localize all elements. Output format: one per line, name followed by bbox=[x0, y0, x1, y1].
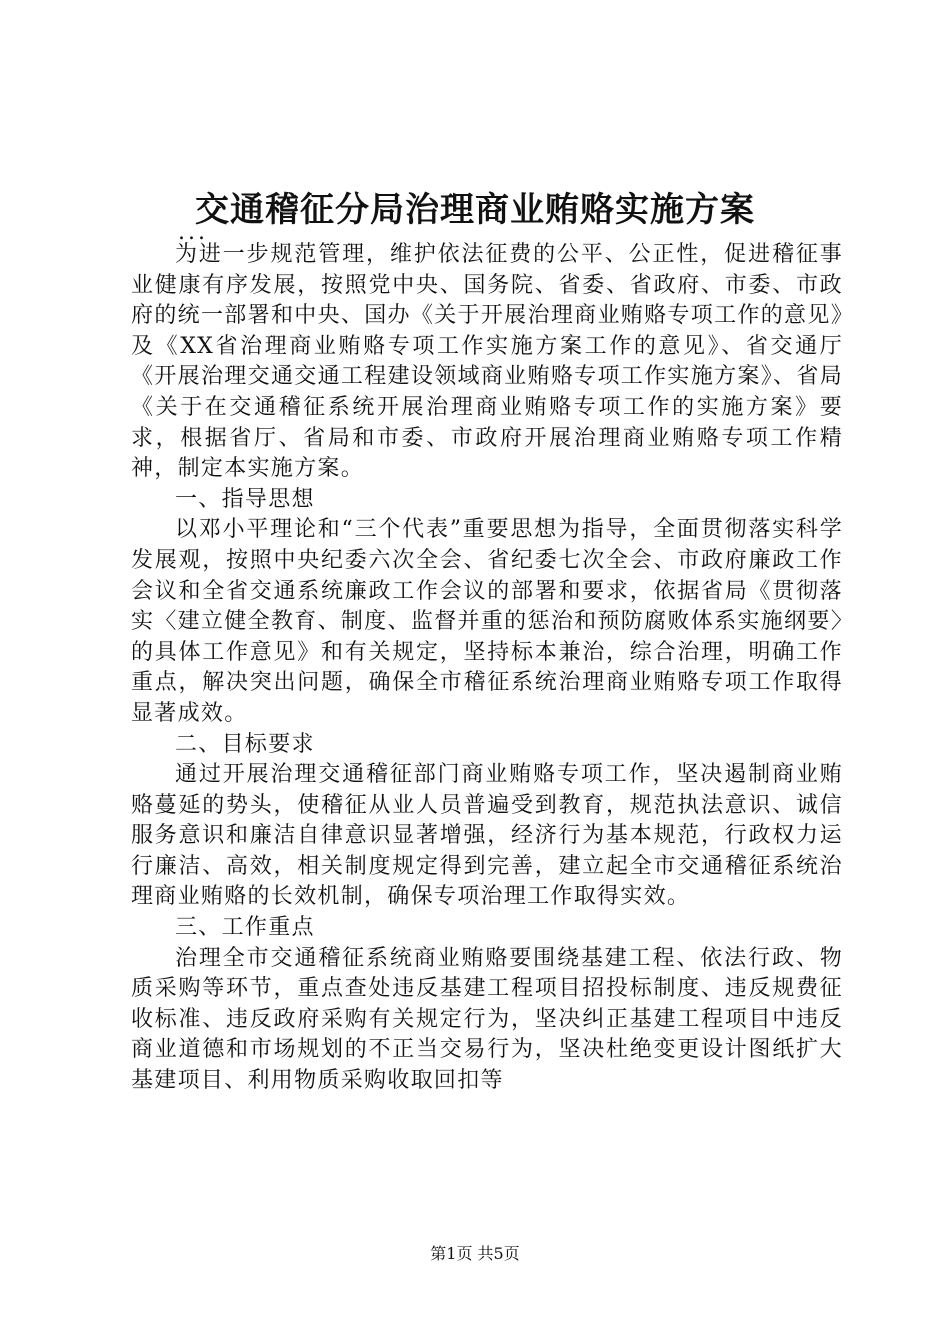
section-paragraph-guiding-ideology: 以邓小平理论和“三个代表”重要思想为指导，全面贯彻落实科学发展观，按照中央纪委六次全会、省纪委七次全会、市政府廉政工作会议和全省交通系统廉政工作会议的部署和要求，依据省局《贯彻落实〈建立健全教育、制度、监督并重的惩治和预防腐败体系实施纲要〉的具体工作意见》和有关规定，坚持标本兼治，综合治理，明确工作重点，解决突出问题，确保全市稽征系统治理商业贿赂专项工作取得显著成效。 bbox=[131, 517, 843, 726]
section-paragraph-goals: 通过开展治理交通稽征部门商业贿赂专项工作，坚决遏制商业贿赂蔓延的势头，使稽征从业人员普遍受到教育，规范执法意识、诚信服务意识和廉洁自律意识显著增强，经济行为基本规范，行政权力运行廉洁、高效，相关制度规定得到完善，建立起全市交通稽征系统治理商业贿赂的长效机制，确保专项治理工作取得实效。 bbox=[131, 762, 843, 910]
document-title: 交通稽征分局治理商业贿赂实施方案 bbox=[195, 190, 755, 230]
section-heading-guiding-ideology: 一、指导思想 bbox=[175, 486, 315, 512]
document-body bbox=[131, 240, 843, 1097]
section-heading-key-work: 三、工作重点 bbox=[175, 915, 315, 941]
ellipsis-marker: ... bbox=[178, 220, 208, 245]
section-paragraph-key-work: 治理全市交通稽征系统商业贿赂要围绕基建工程、依法行政、物质采购等环节，重点查处违反基建工程项目招投标制度、违反规费征收标准、违反政府采购有关规定行为，坚决纠正基建工程项目中违反商业道德和市场规划的不正当交易行为，坚决杜绝变更设计图纸扩大基建项目、利用物质采购收取回扣等 bbox=[131, 945, 843, 1094]
page-footer: 第1页 共5页 bbox=[430, 1244, 520, 1263]
intro-paragraph: 为进一步规范管理，维护依法征费的公平、公正性，促进稽征事业健康有序发展，按照党中央、国务院、省委、省政府、市委、市政府的统一部署和中央、国办《关于开展治理商业贿赂专项工作的意见》及《XX省治理商业贿赂专项工作实施方案工作的意见》、省交通厅《开展治理交通交通工程建设领域商业贿赂专项工作实施方案》、省局《关于在交通稽征系统开展治理商业贿赂专项工作的实施方案》要求，根据省厅、省局和市委、市政府开展治理商业贿赂专项工作精神，制定本实施方案。 bbox=[131, 242, 843, 482]
section-heading-goals: 二、目标要求 bbox=[175, 731, 315, 757]
